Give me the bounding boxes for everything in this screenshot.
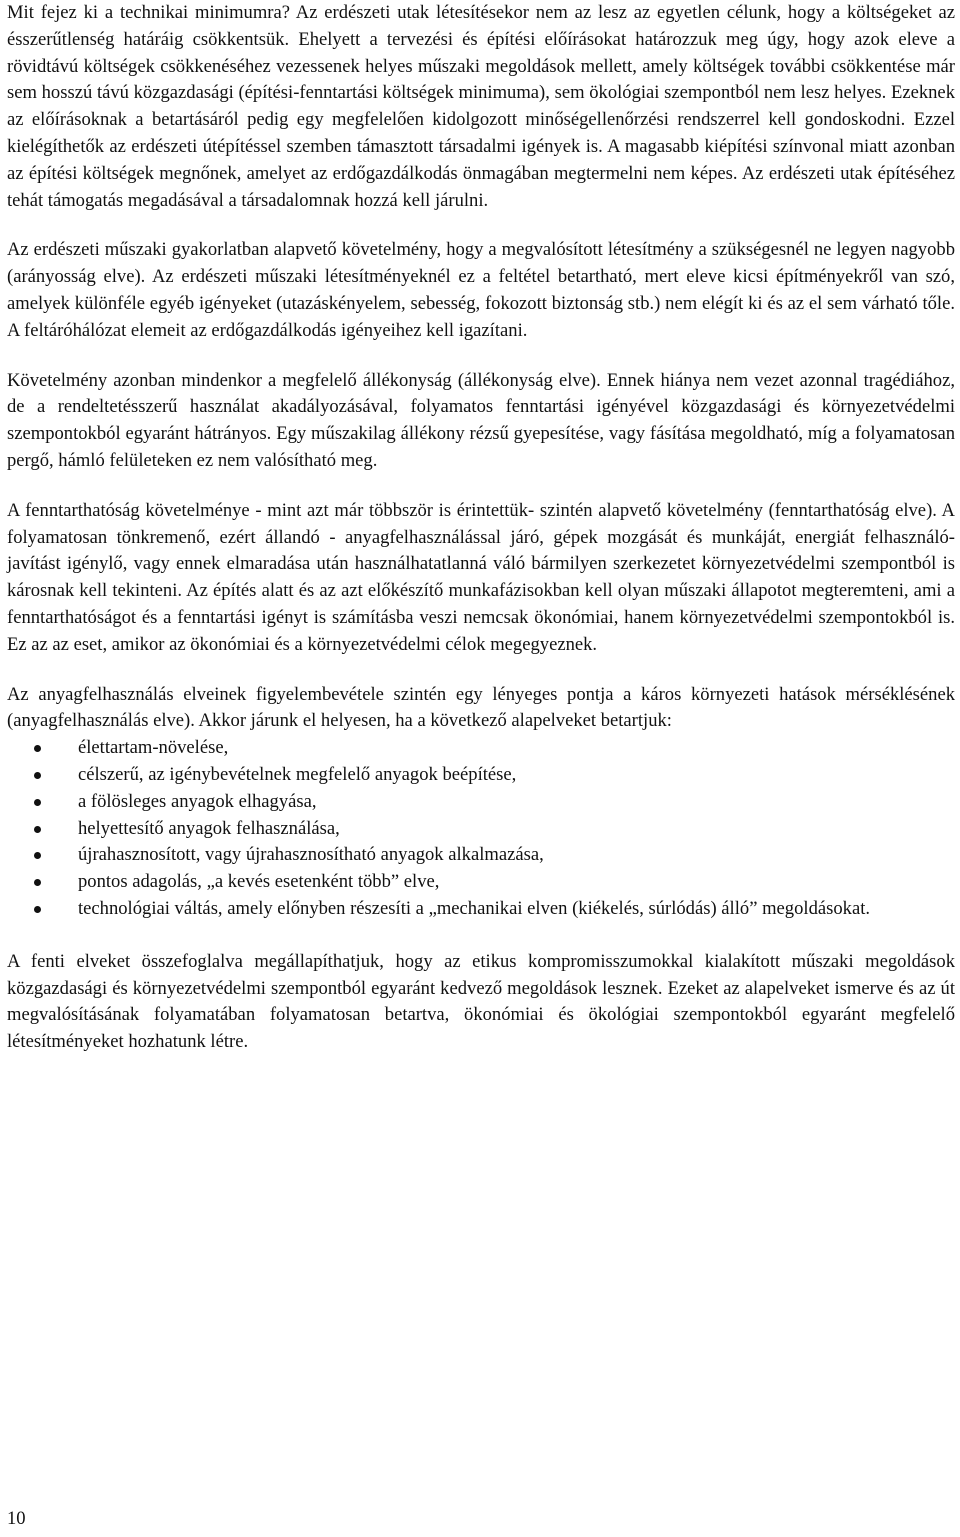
page-number: 10 — [7, 1508, 26, 1529]
list-item-text: célszerű, az igénybevételnek megfelelő anyagok beépítése, — [78, 763, 517, 785]
list-item-text: pontos adagolás, „a kevés esetenként több” elve, — [78, 871, 440, 893]
list-item-text: élettartam-növelése, — [78, 737, 229, 759]
paragraph-proportionality-principle: Az erdészeti műszaki gyakorlatban alapvető követelmény, hogy a megvalósított létesítmény a szükségesnél ne legyen nagyobb (arányosság elve). Az erdészeti műszaki létesítményeknél ez a feltétel betartható, mert eleve kicsi építményekről van szó, amelyek különféle egyéb igényeket (utazáskényelem, sebesség, fokozott biztonság stb.) nem elégít ki és az el sem várható tőle. A feltáróhálózat elemeit az erdőgazdálkodás igényeihez kell igazítani. — [7, 239, 955, 341]
paragraph-technical-minimum: Mit fejez ki a technikai minimumra? Az erdészeti utak létesítésekor nem az lesz az egyetlen célunk, hogy a költségeket az ésszerűtlenség határáig csökkentsük. Ehelyett a tervezési és építési előírásokat határozzuk meg úgy, hogy azok eleve a rövidtávú költségek csökkenéséhez vezessenek helyes műszaki megoldások mellett, amely költségek további csökkentése már sem hosszú távú közgazdasági (építési-fenntartási költségek minimuma), sem ökológiai szempontból nem lesz helyes. Ezeknek az előírásoknak a betartásáról pedig egy megfelelően kidolgozott minőségellenőrzési rendszerrel kell gondoskodni. Ezzel kielégíthetők az erdészeti útépítéssel szemben támasztott társadalmi igények is. A magasabb kiépítési színvonal miatt azonban az építési költségek megnőnek, amelyet az erdőgazdálkodás önmagában megtermelni nem képes. Az erdészeti utak építéséhez tehát támogatás megadásával a társadalomnak hozzá kell járulni. — [7, 2, 955, 211]
document-page — [7, 0, 955, 1056]
list-item — [7, 789, 955, 816]
list-item-text: újrahasznosított, vagy újrahasznosítható anyagok alkalmazása, — [78, 844, 544, 866]
list-item-text: a fölösleges anyagok elhagyása, — [78, 790, 317, 812]
list-item — [7, 896, 955, 923]
bullet-icon — [34, 826, 41, 833]
list-item — [7, 842, 955, 869]
principles-list — [7, 735, 955, 923]
bullet-icon — [34, 852, 41, 859]
paragraph-conclusion: A fenti elveket összefoglalva megállapíthatjuk, hogy az etikus kompromisszumokkal kialakított műszaki megoldások közgazdasági és környezetvédelmi szempontból egyaránt kedvező megoldások lesznek. Ezeket az alapelveket ismerve és az út megvalósításának folyamatában folyamatosan betartva, ökonómiai és ökológiai szempontokból egyaránt megfelelő létesítményeket hozhatunk létre. — [7, 950, 955, 1053]
paragraph-sustainability-principle: A fenntarthatóság követelménye - mint azt már többször is érintettük- szintén alapvető követelmény (fenntarthatóság elve). A folyamatosan tönkremenő, ezért állandó - anyagfelhasználással járó, gépek mozgását és munkáját, energiát felhasználó- javítást igénylő, vagy ennek elmaradása után használhatatlanná váló bármilyen szerkezetet környezetvédelmi szempontból is károsnak kell tekinteni. Az építés alatt és az azt előkészítő munkafázisokban kell olyan műszaki állapotot megteremteni, ami a fenntarthatóságot és a fenntartási igényt is számításba veszi nemcsak ökonómiai, hanem környezetvédelmi szempontokból is. Ez az az eset, amikor az ökonómiai és a környezetvédelmi célok megegyeznek. — [7, 499, 955, 655]
bullet-icon — [34, 879, 41, 886]
list-item — [7, 762, 955, 789]
list-item-text: technológiai váltás, amely előnyben részesíti a „mechanikai elven (kiékelés, súrlódás) álló” megoldásokat. — [78, 897, 871, 919]
paragraph-stability-principle: Követelmény azonban mindenkor a megfelelő állékonyság (állékonyság elve). Ennek hiánya nem vezet azonnal tragédiához, de a rendeltetésszerű használat akadályozásával, folyamatos fenntartási igényével közgazdasági és környezetvédelmi szempontokból egyaránt hátrányos. Egy műszakilag állékony rézsű gyepesítése, vagy fásítása megoldható, míg a folyamatosan pergő, hámló felületeken ez nem valósítható meg. — [7, 369, 955, 471]
bullet-icon — [34, 745, 41, 752]
bullet-icon — [34, 799, 41, 806]
list-item — [7, 735, 955, 762]
list-item — [7, 816, 955, 843]
list-item-text: helyettesítő anyagok felhasználása, — [78, 817, 340, 839]
list-item — [7, 869, 955, 896]
paragraph-material-use-principle: Az anyagfelhasználás elveinek figyelembevétele szintén egy lényeges pontja a káros környezeti hatások mérséklésének (anyagfelhasználás elve). Akkor járunk el helyesen, ha a következő alapelveket betartjuk: — [7, 683, 955, 732]
bullet-icon — [34, 906, 41, 913]
bullet-icon — [34, 772, 41, 779]
